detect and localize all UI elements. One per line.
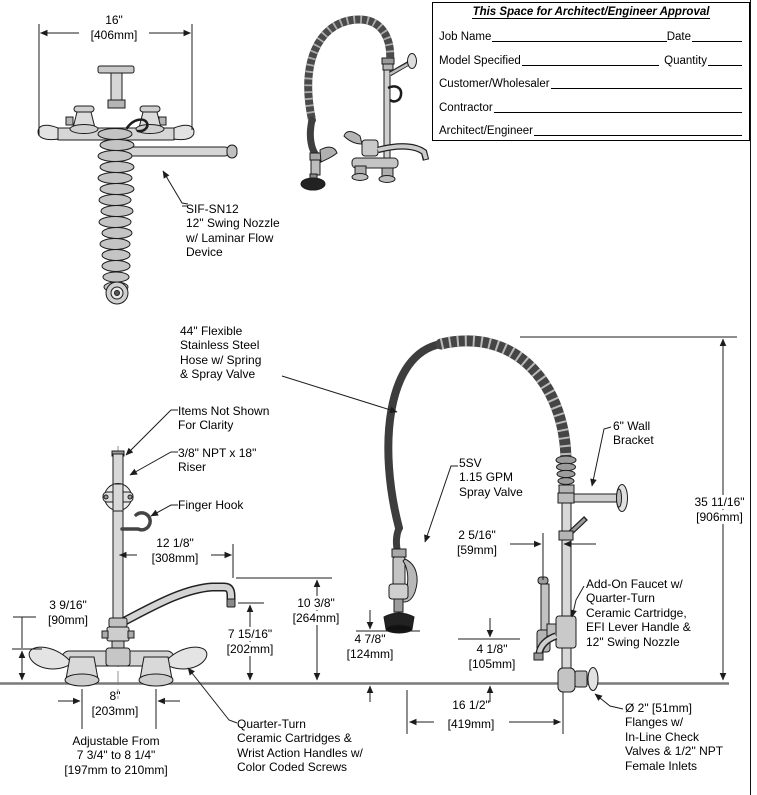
label-flanges: Ø 2" [51mm] Flanges w/ In-Line Check Valves & 1/2" NPT Female Inlets — [625, 701, 724, 773]
form-row-contractor — [439, 91, 742, 114]
dim-10-3-8: 10 3/8" [264mm] — [292, 596, 340, 625]
form-row-customer — [439, 68, 742, 91]
contractor-field-line — [494, 102, 742, 113]
quantity-field-line — [708, 55, 742, 66]
page-border — [750, 0, 751, 795]
approval-form-title: This Space for Architect/Engineer Approval — [472, 6, 710, 18]
label-wall-bracket: 6" Wall Bracket — [613, 419, 654, 448]
coil-hose — [98, 129, 134, 293]
dim-16in: 16" [406mm] — [90, 13, 138, 42]
label-spray-valve: 5SV 1.15 GPM Spray Valve — [459, 456, 523, 499]
customer-label: Customer/Wholesaler — [439, 78, 550, 91]
isometric-view-drawing — [301, 19, 426, 190]
dim-8in: 8" [203mm] — [91, 689, 139, 718]
form-row-job-name — [439, 21, 742, 44]
contractor-label: Contractor — [439, 101, 493, 114]
dim-4-7-8: 4 7/8" [124mm] — [346, 632, 394, 661]
label-add-on-faucet: Add-On Faucet w/ Quarter-Turn Ceramic Cartridge, EFI Lever Handle & 12" Swing Nozzle — [586, 577, 691, 649]
dim-2-5-16: 2 5/16" [59mm] — [456, 528, 497, 557]
customer-field-line — [551, 78, 742, 89]
approval-form — [432, 2, 750, 141]
date-field-line — [692, 31, 742, 42]
job-name-field-line — [492, 31, 666, 42]
dim-4-1-8: 4 1/8" [105mm] — [468, 642, 516, 671]
label-cartridges: Quarter-Turn Ceramic Cartridges & Wrist Action Handles w/ Color Coded Screws — [237, 717, 363, 775]
label-items-not-shown: Items Not Shown For Clarity — [178, 404, 270, 433]
label-riser: 3/8" NPT x 18" Riser — [178, 446, 257, 475]
front-view-drawing — [29, 446, 235, 699]
job-name-label: Job Name — [439, 31, 492, 44]
label-flexible-hose: 44" Flexible Stainless Steel Hose w/ Spring & Spray Valve — [180, 324, 262, 382]
date-label: Date — [666, 31, 691, 44]
architect-field-line — [534, 125, 742, 136]
dim-7-15-16: 7 15/16" [202mm] — [226, 627, 274, 656]
top-view-drawing — [38, 66, 237, 304]
architect-label: Architect/Engineer — [439, 124, 533, 137]
form-row-architect — [439, 115, 742, 138]
form-row-model — [439, 44, 742, 67]
dim-16-1-2: 16 1/2" [419mm] — [447, 698, 495, 731]
quantity-label: Quantity — [664, 54, 707, 67]
label-finger-hook: Finger Hook — [178, 498, 244, 512]
dim-12-1-8: 12 1/8" [308mm] — [151, 536, 199, 565]
label-adjustable: Adjustable From 7 3/4" to 8 1/4" [197mm to 210mm] — [64, 734, 168, 777]
dim-3-9-16: 3 9/16" [90mm] — [47, 598, 88, 627]
model-field-line — [522, 55, 659, 66]
dim-35-11-16: 35 11/16" [906mm] — [694, 495, 745, 524]
model-specified-label: Model Specified — [439, 54, 521, 67]
label-swing-nozzle-sif: SIF-SN12 12" Swing Nozzle w/ Laminar Flow Device — [186, 202, 280, 260]
